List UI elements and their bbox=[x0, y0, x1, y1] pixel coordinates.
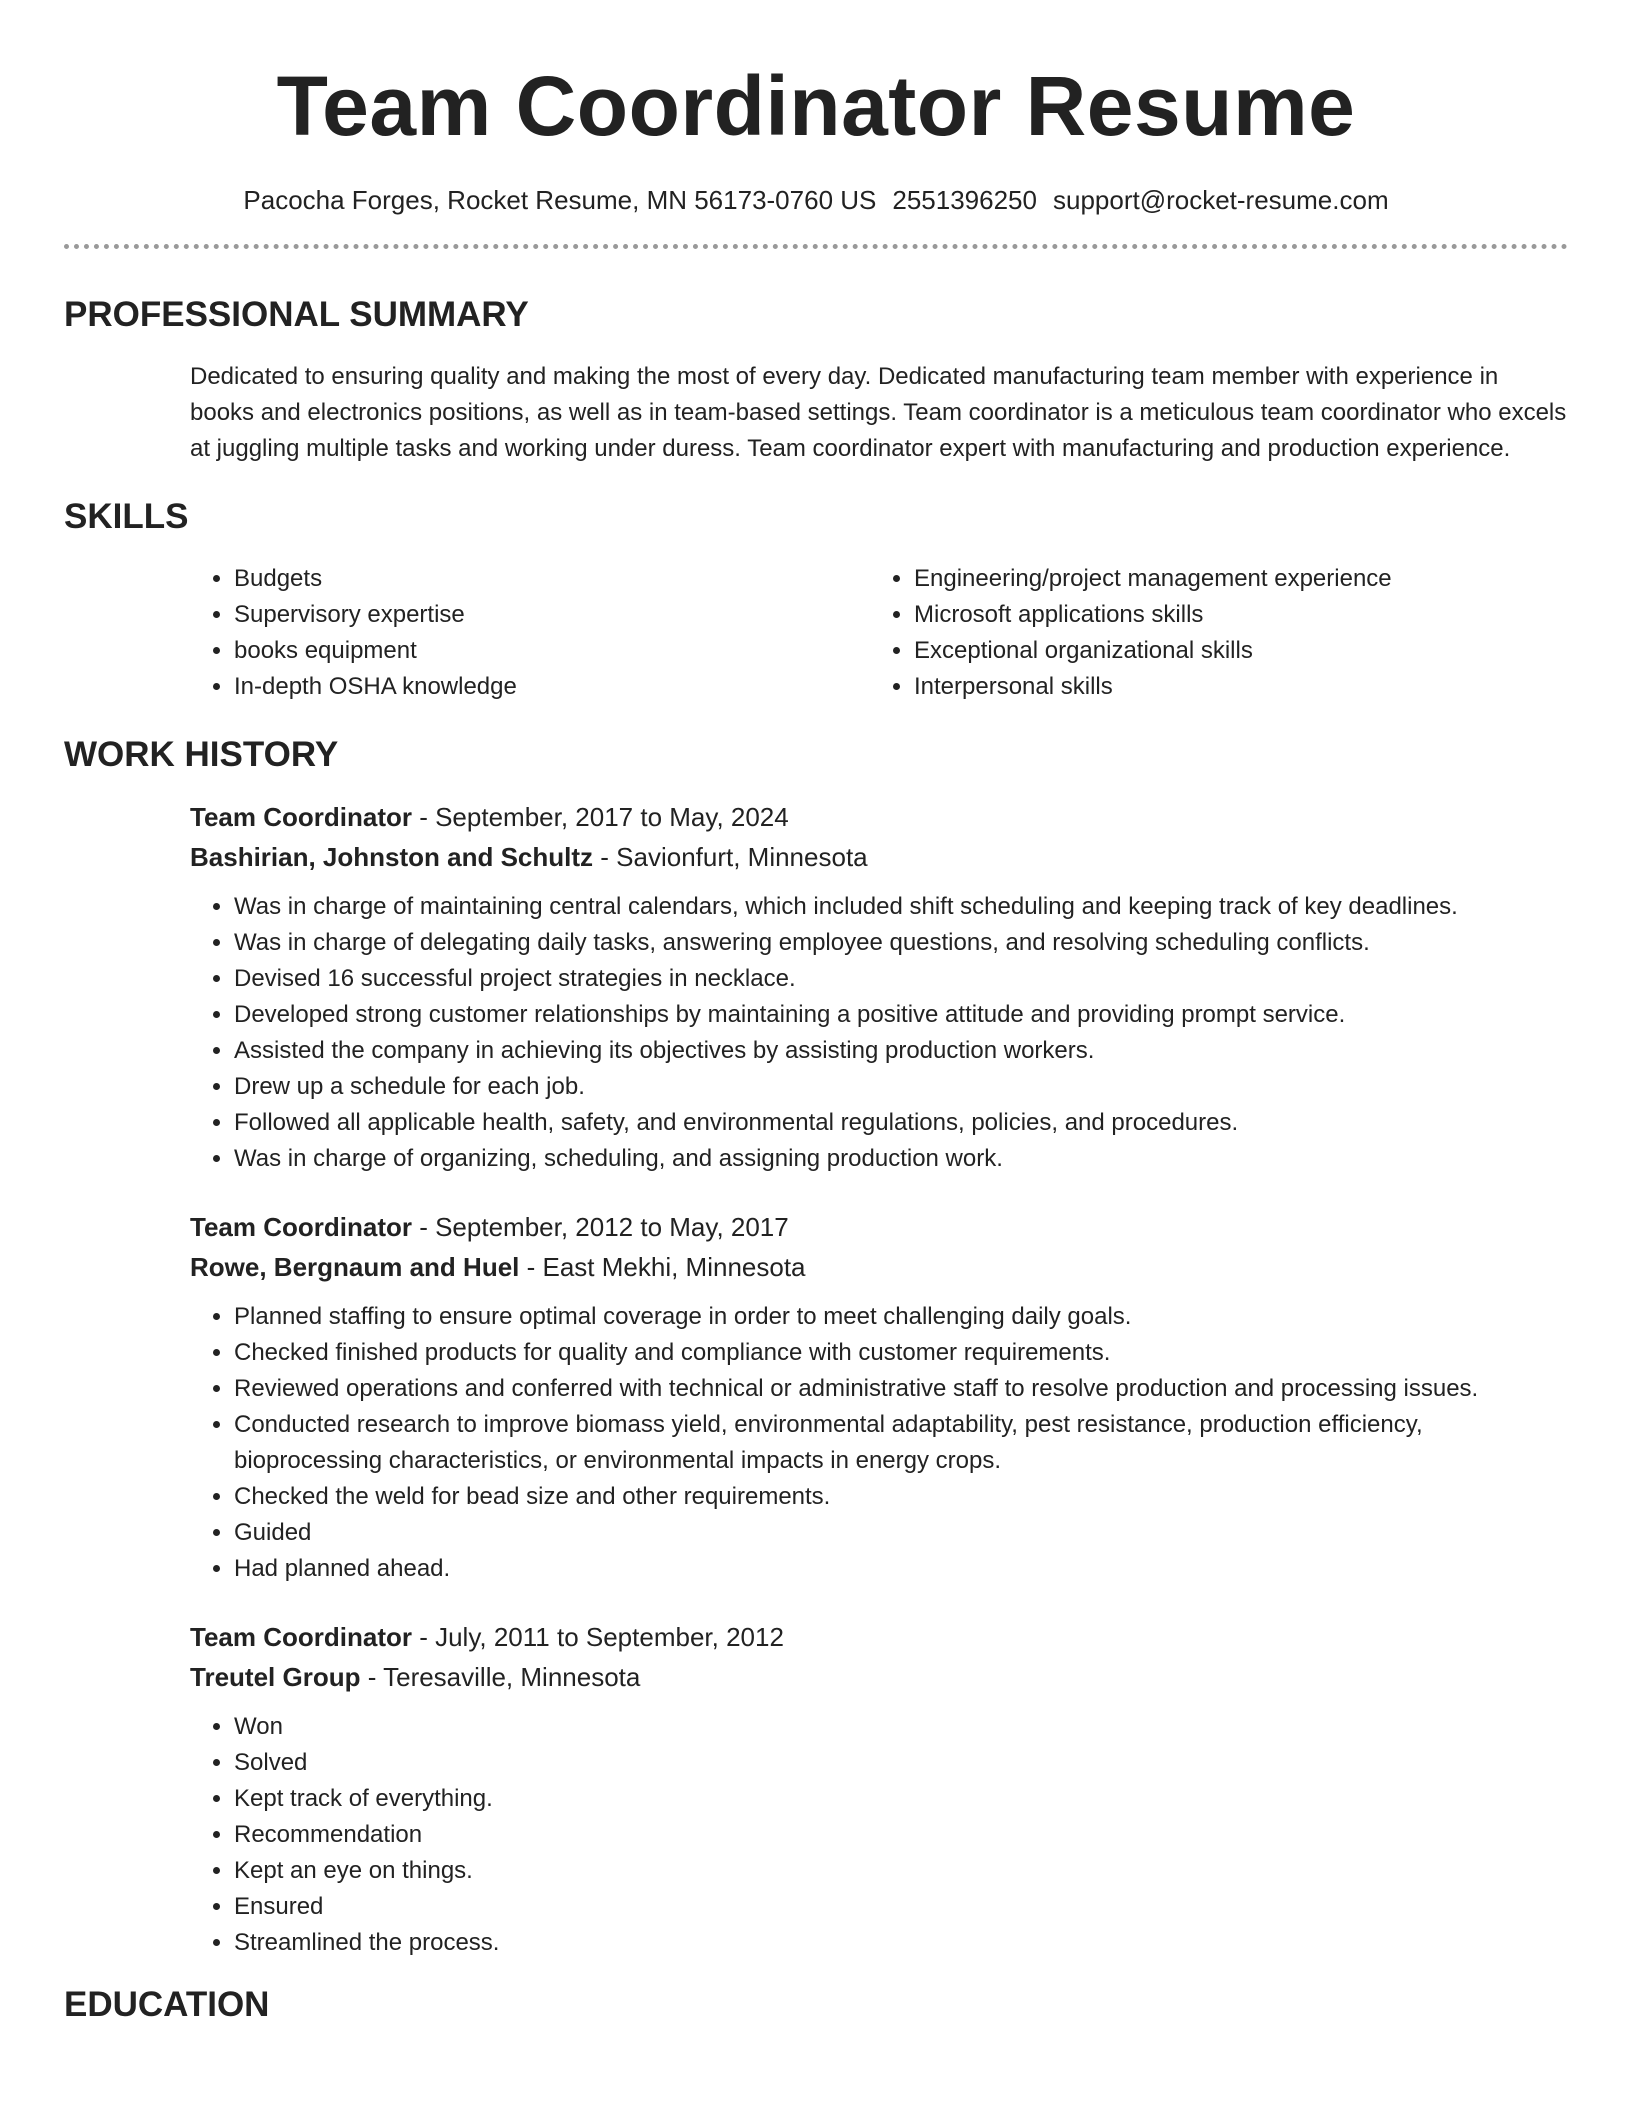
job-bullet: • Developed strong customer relationships by maintaining a positive attitude and providing prompt service. bbox=[234, 997, 1568, 1033]
job-bullet: • Was in charge of delegating daily tasks, answering employee questions, and resolving scheduling conflicts. bbox=[234, 925, 1568, 961]
skills-list bbox=[190, 561, 1568, 705]
skill-item: • Interpersonal skills bbox=[914, 669, 1392, 705]
contact-phone: 2551396250 bbox=[892, 185, 1037, 215]
job-bullet: • Kept an eye on things. bbox=[234, 1853, 1568, 1889]
job-bullets bbox=[190, 889, 1568, 1177]
job-bullet: • Checked finished products for quality and compliance with customer requirements. bbox=[234, 1335, 1568, 1371]
job-bullet: • Recommendation bbox=[234, 1817, 1568, 1853]
job-bullet: • Planned staffing to ensure optimal coverage in order to meet challenging daily goals. bbox=[234, 1299, 1568, 1335]
skill-item: • Exceptional organizational skills bbox=[914, 633, 1392, 669]
job-bullet: • Drew up a schedule for each job. bbox=[234, 1069, 1568, 1105]
contact-address: Pacocha Forges, Rocket Resume, MN 56173-0760 US bbox=[243, 185, 877, 215]
job-company-line bbox=[190, 837, 1568, 877]
job-location: - East Mekhi, Minnesota bbox=[519, 1252, 806, 1282]
summary-text: Dedicated to ensuring quality and making the most of every day. Dedicated manufacturing team member with experience in books and electronics positions, as well as in team-based settings. Team coordinator is a meticulous team coordinator who excels at juggling multiple tasks and working under duress. Team coordinator expert with manufacturing and production experience. bbox=[190, 363, 1567, 462]
job-company-line bbox=[190, 1247, 1568, 1287]
job-bullet: • Was in charge of organizing, scheduling, and assigning production work. bbox=[234, 1141, 1568, 1177]
job-bullet: • Followed all applicable health, safety, and environmental regulations, policies, and procedures. bbox=[234, 1105, 1568, 1141]
job-bullet: • Conducted research to improve biomass yield, environmental adaptability, pest resistance, production efficiency, bioprocessing characteristics, or environmental impacts in energy crops. bbox=[234, 1407, 1568, 1479]
education-heading: EDUCATION bbox=[64, 1985, 270, 2024]
job-title-line bbox=[190, 1207, 1568, 1247]
resume-title: Team Coordinator Resume bbox=[276, 59, 1356, 153]
job-title: Team Coordinator bbox=[190, 802, 412, 832]
job-bullet: • Checked the weld for bead size and other requirements. bbox=[234, 1479, 1568, 1515]
work-history-heading: WORK HISTORY bbox=[64, 735, 339, 774]
skills-column-right bbox=[870, 561, 1392, 705]
job-bullet: • Was in charge of maintaining central calendars, which included shift scheduling and keeping track of key deadlines. bbox=[234, 889, 1568, 925]
job-dates: - July, 2011 to September, 2012 bbox=[411, 1622, 784, 1652]
job-title: Team Coordinator bbox=[190, 1622, 412, 1652]
job-dates: - September, 2012 to May, 2017 bbox=[411, 1212, 789, 1242]
skill-item: • In-depth OSHA knowledge bbox=[234, 669, 870, 705]
job-company-line bbox=[190, 1657, 1568, 1697]
job-location: - Teresaville, Minnesota bbox=[360, 1662, 641, 1692]
skill-item: • books equipment bbox=[234, 633, 870, 669]
job-company: Rowe, Bergnaum and Huel bbox=[190, 1252, 520, 1282]
summary-heading: PROFESSIONAL SUMMARY bbox=[64, 295, 529, 334]
job-company: Bashirian, Johnston and Schultz bbox=[190, 842, 594, 872]
job-bullet: • Devised 16 successful project strategies in necklace. bbox=[234, 961, 1568, 997]
job-title-line bbox=[190, 797, 1568, 837]
skill-item: • Budgets bbox=[234, 561, 870, 597]
skills-column-left bbox=[190, 561, 870, 705]
skill-item: • Engineering/project management experience bbox=[914, 561, 1392, 597]
job-entry bbox=[190, 797, 1568, 1177]
skill-item: • Supervisory expertise bbox=[234, 597, 870, 633]
job-location: - Savionfurt, Minnesota bbox=[593, 842, 868, 872]
job-entry bbox=[190, 1207, 1568, 1587]
header-divider bbox=[64, 244, 1568, 249]
contact-line bbox=[64, 182, 1568, 218]
job-bullet: • Assisted the company in achieving its objectives by assisting production workers. bbox=[234, 1033, 1568, 1069]
skills-heading: SKILLS bbox=[64, 497, 189, 536]
job-bullet: • Reviewed operations and conferred with technical or administrative staff to resolve production and processing issues. bbox=[234, 1371, 1568, 1407]
job-bullet: • Kept track of everything. bbox=[234, 1781, 1568, 1817]
job-bullet: • Solved bbox=[234, 1745, 1568, 1781]
contact-email: support@rocket-resume.com bbox=[1052, 185, 1389, 215]
job-bullet: • Ensured bbox=[234, 1889, 1568, 1925]
job-bullets bbox=[190, 1299, 1568, 1587]
job-bullet: • Had planned ahead. bbox=[234, 1551, 1568, 1587]
job-bullets bbox=[190, 1709, 1568, 1961]
job-company: Treutel Group bbox=[190, 1662, 361, 1692]
job-bullet: • Guided bbox=[234, 1515, 1568, 1551]
job-bullet: • Streamlined the process. bbox=[234, 1925, 1568, 1961]
job-title: Team Coordinator bbox=[190, 1212, 412, 1242]
job-bullet: • Won bbox=[234, 1709, 1568, 1745]
job-dates: - September, 2017 to May, 2024 bbox=[411, 802, 789, 832]
job-title-line bbox=[190, 1617, 1568, 1657]
skill-item: • Microsoft applications skills bbox=[914, 597, 1392, 633]
job-entry bbox=[190, 1617, 1568, 1961]
